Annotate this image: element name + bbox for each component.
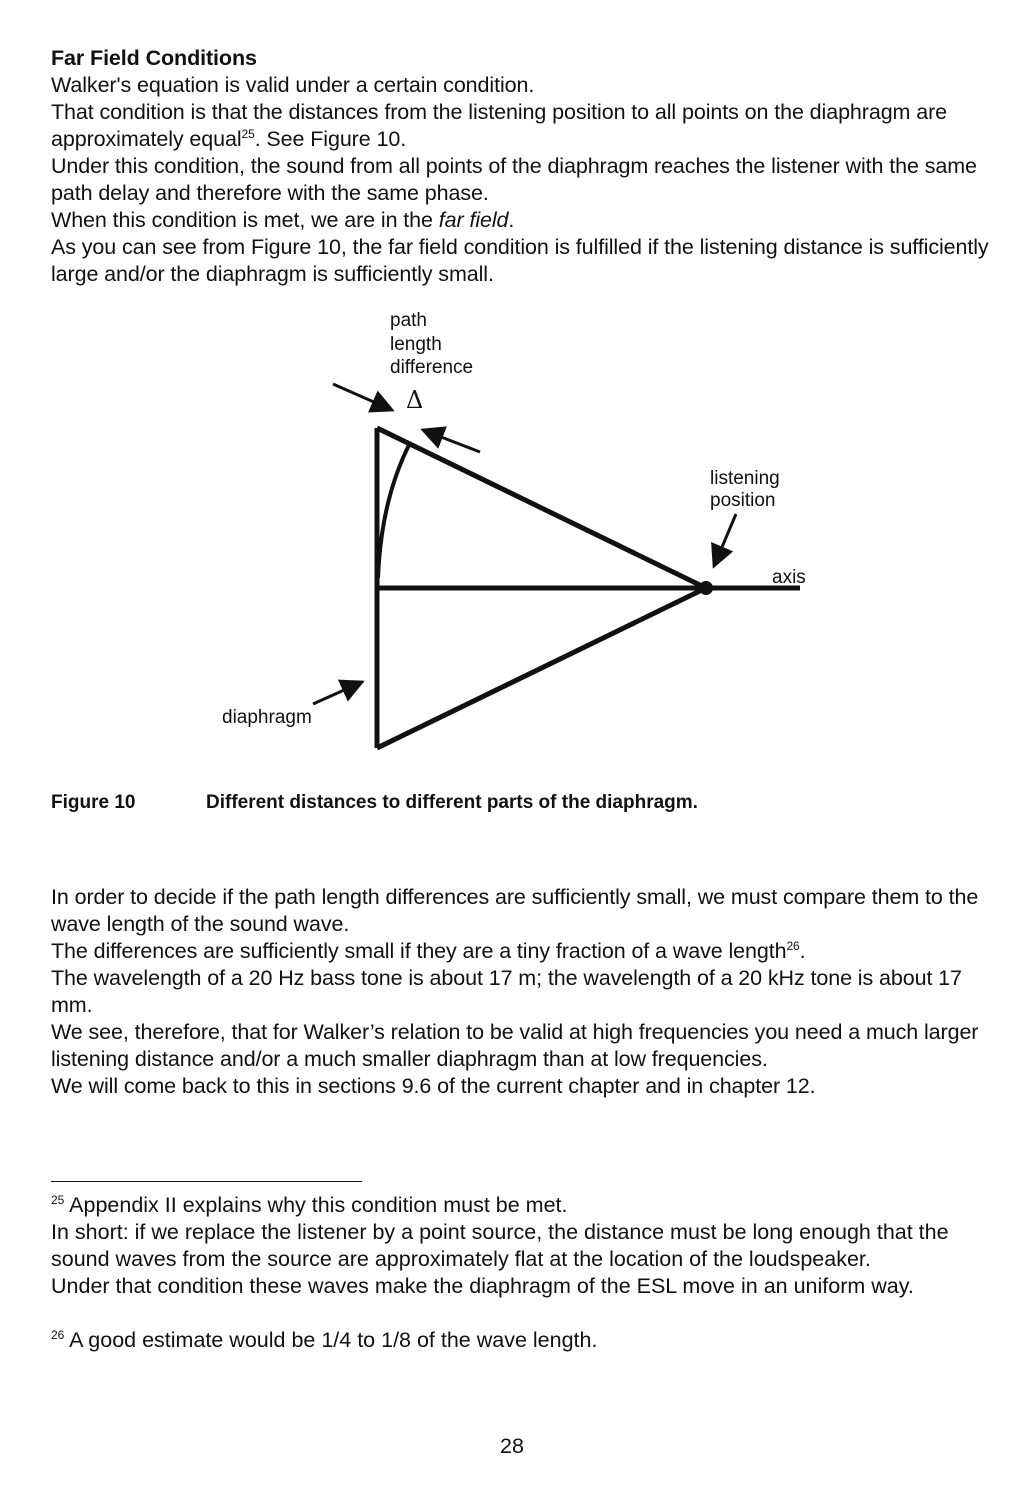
paragraph-8: The wavelength of a 20 Hz bass tone is about 17 m; the wavelength of a 20 kHz tone is about 17 mm. [51,966,962,1017]
footnote-divider [51,1181,362,1182]
far-field-term: far field [438,208,509,232]
footnote-ref-25[interactable]: 25 [241,126,255,141]
footnotes [51,1192,991,1354]
intro-section [51,45,991,288]
delta-arrow-left [333,384,392,410]
label-path: path [390,310,427,331]
figure-caption-text: Different distances to different parts of the diaphragm. [206,792,698,813]
label-length: length [390,334,442,355]
page-number: 28 [500,1434,524,1458]
diaphragm-arrow [313,682,362,704]
upper-ray-line [377,428,706,588]
figure-caption [51,792,991,818]
footnote-25: $^{25}$ Appendix II explains why this condition must be met. [51,1192,568,1217]
listening-position-dot [699,581,713,595]
paragraph-3: Under this condition, the sound from all points of the diaphragm reaches the listener with the same path delay and therefore with the same phase. [51,154,977,205]
label-listening: listening [710,468,780,489]
body-section [51,884,991,1100]
footnote-25-line-2: In short: if we replace the listener by a point source, the distance must be long enough that the sound waves from the source are approximately flat at the location of the loudspeaker. [51,1220,949,1271]
paragraph-5: As you can see from Figure 10, the far field condition is fulfilled if the listening distance is sufficiently large and/or the diaphragm is sufficiently small. [51,235,989,286]
label-difference: difference [390,357,474,378]
paragraph-2: That condition is that the distances from the listening position to all points on the diaphragm are approximately equal$^{25}$. See Figure 10. [51,100,948,151]
equal-distance-arc [378,443,410,578]
lower-ray-line [377,588,706,748]
delta-symbol: Δ [406,386,424,414]
label-diaphragm: diaphragm [222,707,312,728]
footnote-26: $^{26}$ A good estimate would be 1/4 to 1/8 of the wave length. [51,1327,598,1352]
paragraph-6: In order to decide if the path length differences are sufficiently small, we must compare them to the wave length of the sound wave. [51,885,979,936]
paragraph-7: The differences are sufficiently small if they are a tiny fraction of a wave length$^{26}$. [51,938,806,963]
label-axis: axis [772,567,806,588]
footnote-26-marker: 26 [51,1327,65,1342]
delta-arrow-right [423,430,480,452]
label-position: position [710,490,776,511]
footnote-25-marker: 25 [51,1192,65,1207]
paragraph-9: We see, therefore, that for Walker’s relation to be valid at high frequencies you need a much larger listening distance and/or a much smaller diaphragm than at low frequencies. [51,1020,979,1071]
paragraph-4: When this condition is met, we are in the far field. [51,208,515,232]
paragraph-10: We will come back to this in sections 9.6 of the current chapter and in chapter 12. [51,1074,816,1098]
footnote-ref-26[interactable]: 26 [786,938,800,953]
figure-10-diagram [0,300,1024,770]
figure-number: Figure 10 [51,792,136,813]
listening-arrow [714,514,736,566]
paragraph-1: Walker's equation is valid under a certain condition. [51,73,535,97]
section-heading: Far Field Conditions [51,46,257,70]
footnote-25-line-3: Under that condition these waves make the diaphragm of the ESL move in an uniform way. [51,1274,914,1298]
